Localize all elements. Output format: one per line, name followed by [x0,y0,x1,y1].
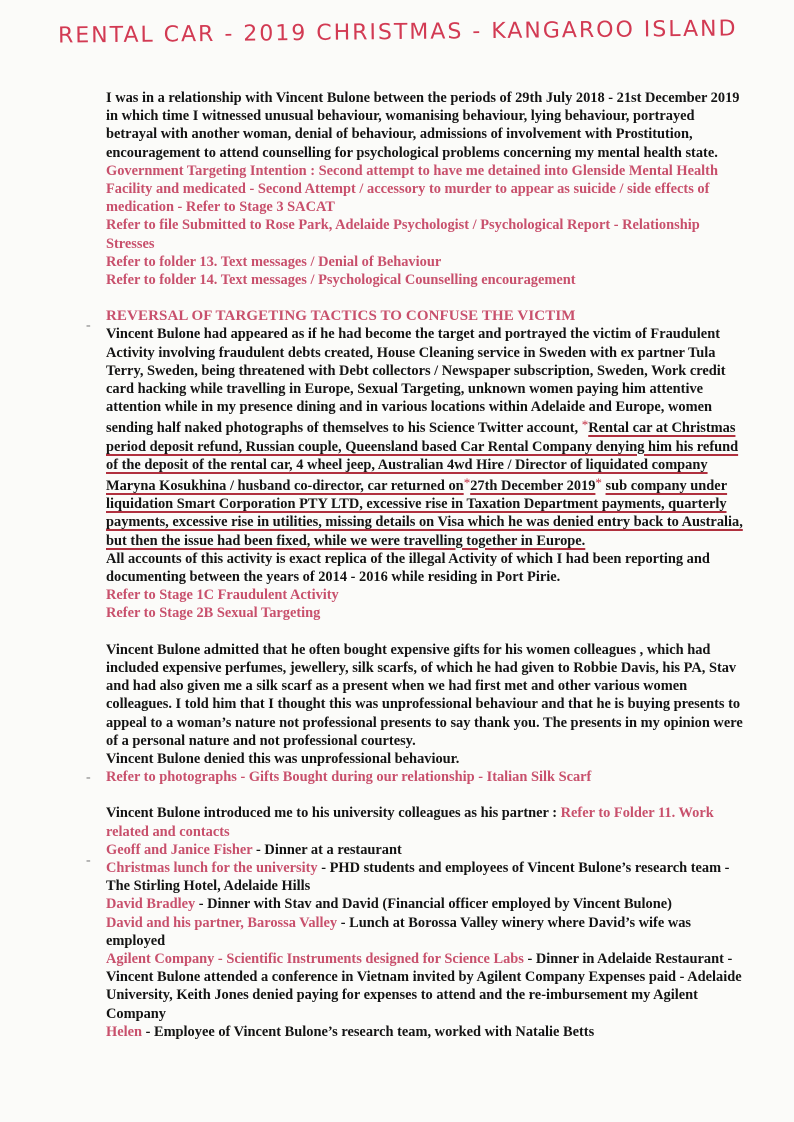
intro-paragraph: I was in a relationship with Vincent Bulone between the periods of 29th July 2018 - 21st December 2019 in which time I witnessed unusual behaviour, womanising behaviour, lying behaviour, portrayed betrayal with another woman, denial of behaviour, admissions of involvement with Prostitution, encouragement to attend counselling for psychological problems concerning my mental health state. [106,90,740,161]
reversal-text: Vincent Bulone had appeared as if he had become the target and portrayed the victim of Fraudulent Activity involving fraudulent debts created, House Cleaning service in Sweden with ex partner Tula Terry, Sweden, being threatened with Debt collectors / Newspaper subscription, Sweden, Work credit card hacking while travelling in Europe, Sexual Targeting, unknown women paying him attentive attention while in my presence dining and in various locations within Adelaide and Europe, women sending half naked photographs of themselves to his Science Twitter account, [106,326,726,437]
star-mark: * [595,475,602,491]
star-mark: * [581,417,589,433]
document-body [106,89,746,1041]
replica-paragraph: All accounts of this activity is exact replica of the illegal Activity of which I had been reporting and documenting between the years of 2014 - 2016 while residing in Port Pirie. [106,550,710,586]
underlined-liquidation-text: sub company under liquidation Smart Corporation PTY LTD, excessive rise in Taxation Department payments, quarterly payments, excessive rise in utilities, missing details on Visa which he was denied entry back to Australia, but then the issue had been fixed, while we were travelling together in Europe. [106,478,743,549]
contact-name: Geoff and Janice Fisher [106,841,253,858]
contact-name: Helen [106,1023,142,1040]
list-item [106,950,746,1023]
denial-paragraph: Vincent Bulone denied this was unprofessional behaviour. [106,750,460,767]
contact-detail: - Dinner with Stav and David (Financial officer employed by Vincent Bulone) [195,896,672,913]
margin-dash: - [86,770,91,785]
contact-name: Agilent Company - Scientific Instruments designed for Science Labs [106,950,524,967]
reference-stage-2b: Refer to Stage 2B Sexual Targeting [106,605,321,622]
contact-detail: - Dinner at a restaurant [252,841,402,858]
reference-photographs: Refer to photographs - Gifts Bought during our relationship - Italian Silk Scarf [106,769,592,786]
list-item [106,859,746,895]
section-heading-reversal: REVERSAL OF TARGETING TACTICS TO CONFUSE THE VICTIM [106,308,576,325]
reference-folder-13: Refer to folder 13. Text messages / Denial of Behaviour [106,253,442,270]
list-item [106,1023,746,1041]
contact-detail: - Dinner in Adelaide Restaurant - Vincent Bulone attended a conference in Vietnam invited by Agilent Company Expenses paid - Adelaide University, Keith Jones denied paying for expenses to attend and the re-imbursement my Agilent Company [106,950,742,1022]
reference-glenside: Government Targeting Intention : Second attempt to have me detained into Glenside Mental Health Facility and medicated - Second Attempt / accessory to murder to appear as suicide / side effects of medication - Refer to Stage 3 SACAT [106,162,718,216]
contact-name: David and his partner, Barossa Valley [106,914,338,931]
reference-rose-park: Refer to file Submitted to Rose Park, Adelaide Psychologist / Psychological Report - Relationship Stresses [106,217,700,252]
reference-folder-11: Refer to Folder 11. Work related and contacts [106,805,714,840]
margin-dash: - [86,853,91,868]
handwritten-title: RENTAL CAR - 2019 CHRISTMAS - KANGAROO ISLAND [57,16,738,49]
underlined-return-date: 27th December 2019 [470,478,596,495]
reference-folder-14: Refer to folder 14. Text messages / Psychological Counselling encouragement [106,272,576,289]
contact-name: Christmas lunch for the university [106,859,318,876]
contact-name: David Bradley [106,896,196,913]
underlined-rental-car-text: Rental car at Christmas period deposit refund, Russian couple, Queensland based Car Rental Company denying him his refund of the deposit of the rental car, 4 wheel jeep, Australian 4wd Hire / Director of liquidated company Maryna Kosukhina / husband co-director, car returned on [106,420,739,495]
gifts-paragraph: Vincent Bulone admitted that he often bought expensive gifts for his women colleagues , which had included expensive perfumes, jewellery, silk scarfs, of which he had given to Robbie Davis, his PA, Stav and had also given me a silk scarf as a present when we had first met and other various women colleagues. I told him that I thought this was unprofessional behaviour and that he is buying presents to appeal to a woman’s nature not professional presents to say thank you. The presents in my opinion were of a personal nature and not professional courtesy. [106,641,743,749]
star-mark: * [463,475,471,491]
contact-detail: - PHD students and employees of Vincent Bulone’s research team - The Stirling Hotel, Adelaide Hills [106,859,730,895]
contact-detail: - Lunch at Borossa Valley winery where David’s wife was employed [106,914,692,949]
list-item [106,895,746,913]
colleagues-intro: Vincent Bulone introduced me to his university colleagues as his partner : Refer to Folder 11. Work related and contacts [106,805,714,840]
reference-stage-1c: Refer to Stage 1C Fraudulent Activity [106,587,339,604]
list-item [106,914,746,950]
contact-detail: - Employee of Vincent Bulone’s research team, worked with Natalie Betts [141,1023,595,1040]
list-item [106,841,746,859]
reversal-paragraph [106,325,746,549]
margin-dash: - [86,318,91,333]
